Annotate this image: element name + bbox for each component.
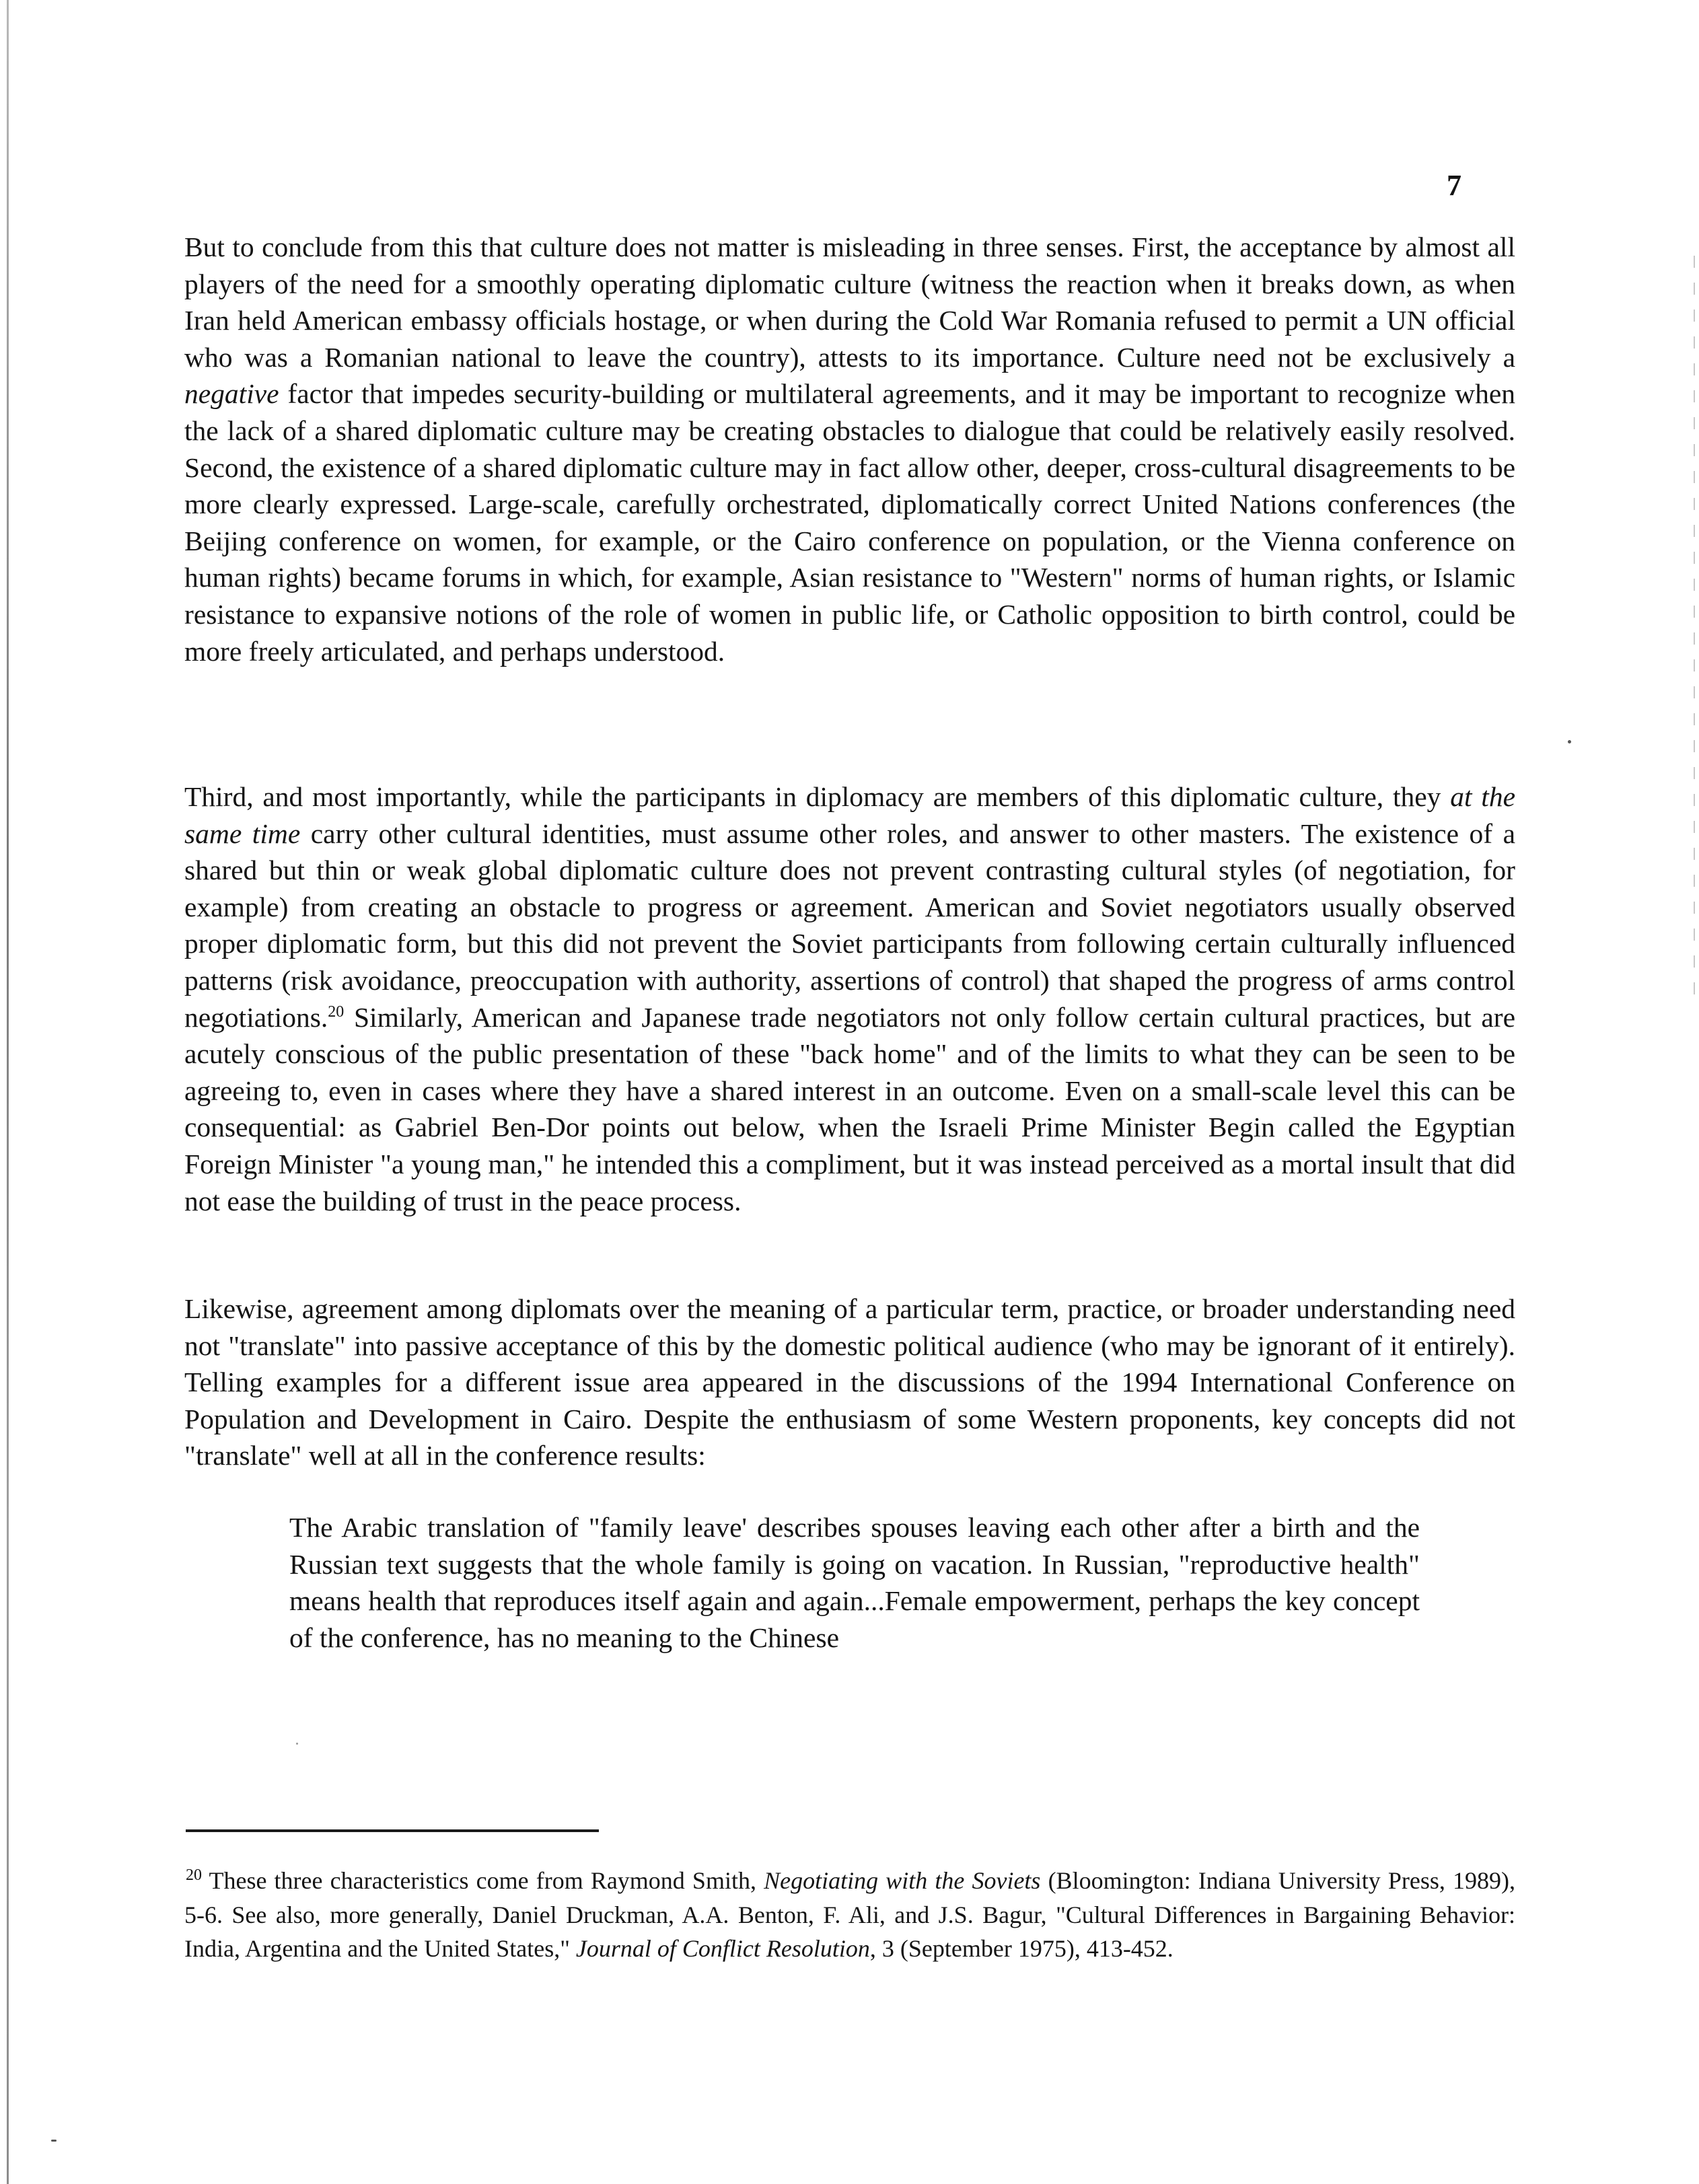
paragraph-2-emphasis: at the same time: [184, 781, 1516, 849]
footnote-title-1: Negotiating with the Soviets: [764, 1867, 1041, 1894]
footnote-title-2: Journal of Conflict Resolution: [575, 1935, 870, 1962]
block-quote: The Arabic translation of "family leave' describes spouses leaving each other after a birth and the Russian text suggests that the whole family is going on vacation. In Russian, "reproductive health" means health that reproduces itself again and again...Female empowerment, perhaps the key concept of the conference, has no meaning to the Chinese: [289, 1512, 1420, 1653]
footnote-number: 20: [186, 1866, 202, 1884]
scan-right-edge: [1694, 256, 1695, 996]
footnote-text-b: (Bloomington: Indiana University Press, 1989), 5-6. See also, more generally, Daniel Druckman, A.A. Benton, F. Ali, and J.S. Bagur, "Cultural Differences in Bargaining Behavior: India, Argentina and the United States,": [184, 1867, 1515, 1962]
scan-speck: [1568, 740, 1571, 743]
paragraph-2-text-c: Similarly, American and Japanese trade negotiators not only follow certain cultural practices, but are acutely conscious of the public presentation of these "back home" and of the limits to what they can be seen to be agreeing to, even in cases where they have a shared interest in an outcome. Even on a small-scale level this can be consequential: as Gabriel Ben-Dor points out below, when the Israeli Prime Minister Begin called the Egyptian Foreign Minister "a young man," he intended this a compliment, but it was instead perceived as a mortal insult that did not ease the building of trust in the peace process.: [184, 1001, 1515, 1216]
page-number: 7: [1447, 169, 1461, 202]
footnote-reference[interactable]: 20: [328, 1003, 345, 1021]
paragraph-3: Likewise, agreement among diplomats over the meaning of a particular term, practice, or broader understanding need not "translate" into passive acceptance of this by the domestic political audience (who may be ignorant of it entirely). Telling examples for a different issue area appeared in the discussions of the 1994 International Conference on Population and Development in Cairo. Despite the enthusiasm of some Western proponents, key concepts did not "translate" well at all in the conference results:: [184, 1293, 1515, 1471]
paragraph-1-text-b: factor that impedes security-building or multilateral agreements, and it may be important to recognize when the lack of a shared diplomatic culture may be creating obstacles to dialogue that could be relatively easily resolved. Second, the existence of a shared diplomatic culture may in fact allow other, deeper, cross-cultural disagreements to be more clearly expressed. Large-scale, carefully orchestrated, diplomatically correct United Nations conferences (the Beijing conference on women, for example, or the Cairo conference on population, or the Vienna conference on human rights) became forums in which, for example, Asian resistance to "Western" norms of human rights, or Islamic resistance to expansive notions of the role of women in public life, or Catholic opposition to birth control, could be more freely articulated, and perhaps understood.: [184, 378, 1515, 667]
footnote-text-a: These three characteristics come from Raymond Smith,: [202, 1867, 764, 1894]
paragraph-2: [184, 778, 1515, 1219]
paragraph-2-text-a: Third, and most importantly, while the participants in diplomacy are members of this diplomatic culture, they: [184, 781, 1451, 812]
paragraph-1-text-a: But to conclude from this that culture does not matter is misleading in three senses. First, the acceptance by almost all players of the need for a smoothly operating diplomatic culture (witness the reaction when it breaks down, as when Iran held American embassy officials hostage, or when during the Cold War Romania refused to permit a UN official who was a Romanian national to leave the country), attests to its importance. Culture need not be exclusively a: [184, 231, 1515, 373]
scan-speck: [296, 1743, 298, 1745]
scan-left-edge: [7, 0, 9, 2184]
paragraph-1: [184, 229, 1515, 669]
scan-speck: [51, 2140, 57, 2142]
paragraph-2-text-b: carry other cultural identities, must assume other roles, and answer to other masters. The existence of a shared but thin or weak global diplomatic culture does not prevent contrasting cultural styles (of negotiation, for example) from creating an obstacle to progress or agreement. American and Soviet negotiators usually observed proper diplomatic form, but this did not prevent the Soviet participants from following certain culturally influenced patterns (risk avoidance, preoccupation with authority, assertions of control) that shaped the progress of arms control negotiations.: [184, 817, 1515, 1033]
footnote: [184, 1864, 1515, 1966]
footnote-separator: [186, 1829, 599, 1832]
footnote-text-c: , 3 (September 1975), 413-452.: [869, 1935, 1173, 1962]
paragraph-1-emphasis: negative: [184, 378, 279, 410]
